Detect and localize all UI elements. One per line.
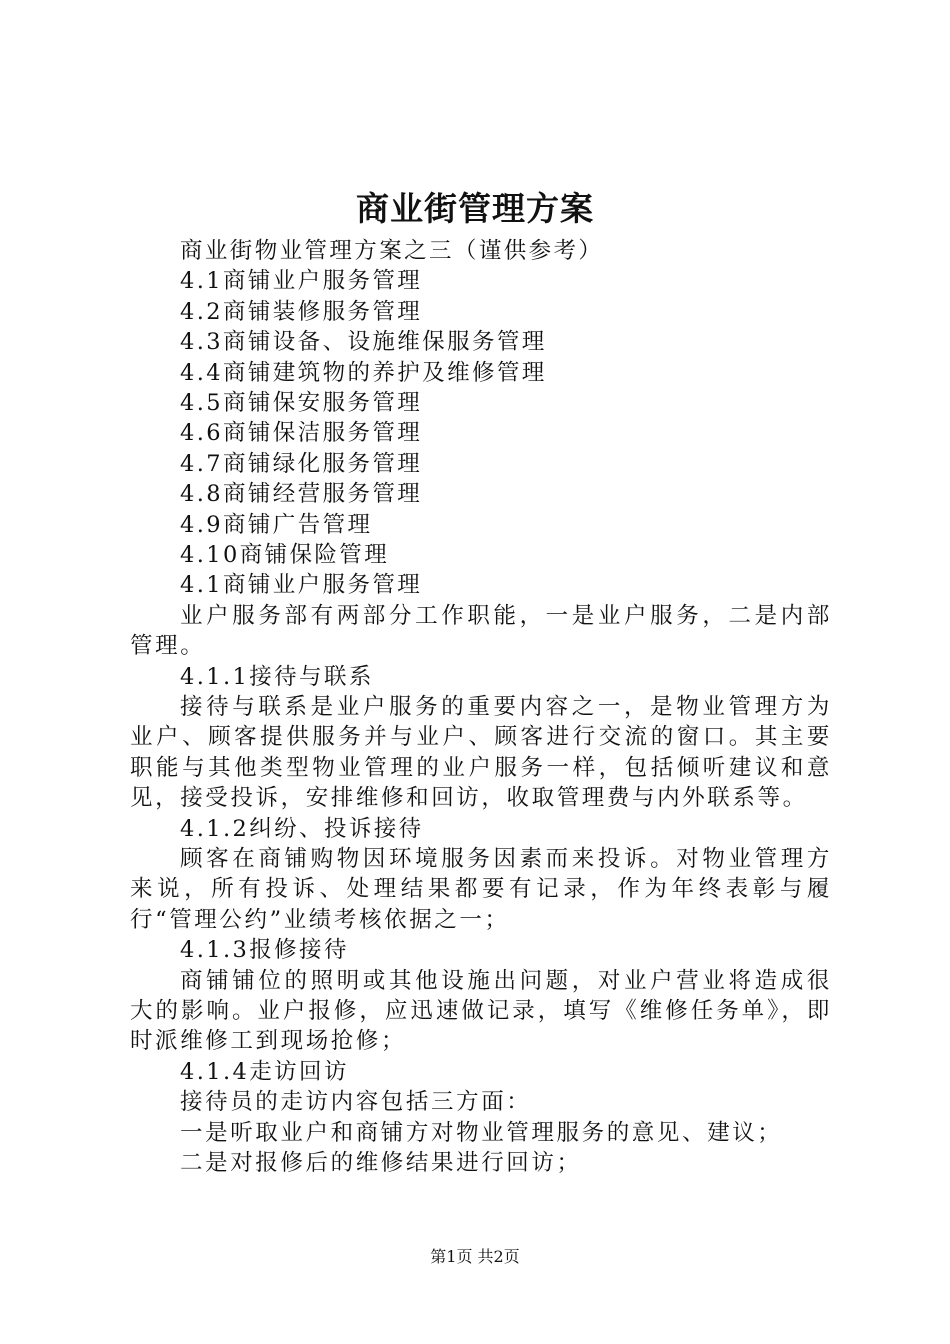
paragraph: 一是听取业户和商铺方对物业管理服务的意见、建议； bbox=[180, 1119, 783, 1146]
subsection-heading: 4.1.2纠纷、投诉接待 bbox=[180, 815, 424, 842]
outline-item: 4.5商铺保安服务管理 bbox=[180, 389, 423, 416]
outline-item: 4.1商铺业户服务管理 bbox=[180, 268, 423, 295]
paragraph: 业户服务部有两部分工作职能，一是业户服务，二是内部管理。 bbox=[130, 602, 832, 660]
subtitle-line: 商业街物业管理方案之三（谨供参考） bbox=[180, 238, 604, 264]
document-body bbox=[130, 236, 832, 1178]
outline-item: 4.9商铺广告管理 bbox=[180, 511, 373, 538]
paragraph: 顾客在商铺购物因环境服务因素而来投诉。对物业管理方来说，所有投诉、处理结果都要有记录，作为年终表彰与履行“管理公约”业绩考核依据之一； bbox=[130, 845, 832, 933]
page-footer: 第1页 共2页 bbox=[430, 1247, 520, 1266]
outline-item: 4.4商铺建筑物的养护及维修管理 bbox=[180, 359, 547, 386]
paragraph: 接待员的走访内容包括三方面： bbox=[180, 1089, 532, 1116]
section-heading: 4.1商铺业户服务管理 bbox=[180, 572, 423, 599]
outline-item: 4.7商铺绿化服务管理 bbox=[180, 450, 423, 477]
outline-item: 4.6商铺保洁服务管理 bbox=[180, 420, 423, 447]
subsection-heading: 4.1.4走访回访 bbox=[180, 1058, 349, 1085]
outline-item: 4.8商铺经营服务管理 bbox=[180, 481, 423, 508]
paragraph: 二是对报修后的维修结果进行回访； bbox=[180, 1149, 582, 1176]
paragraph: 接待与联系是业户服务的重要内容之一，是物业管理方为业户、顾客提供服务并与业户、顾客进行交流的窗口。其主要职能与其他类型物业管理的业户服务一样，包括倾听建议和意见，接受投诉，安排维修和回访，收取管理费与内外联系等。 bbox=[130, 693, 832, 812]
subsection-heading: 4.1.1接待与联系 bbox=[180, 663, 374, 690]
outline-item: 4.2商铺装修服务管理 bbox=[180, 298, 423, 325]
outline-item: 4.3商铺设备、设施维保服务管理 bbox=[180, 329, 547, 356]
document-title: 商业街管理方案 bbox=[356, 189, 594, 228]
subsection-heading: 4.1.3报修接待 bbox=[180, 937, 349, 964]
paragraph: 商铺铺位的照明或其他设施出问题，对业户营业将造成很大的影响。业户报修，应迅速做记录，填写《维修任务单》，即时派维修工到现场抢修； bbox=[130, 967, 832, 1055]
outline-item: 4.10商铺保险管理 bbox=[180, 541, 390, 568]
